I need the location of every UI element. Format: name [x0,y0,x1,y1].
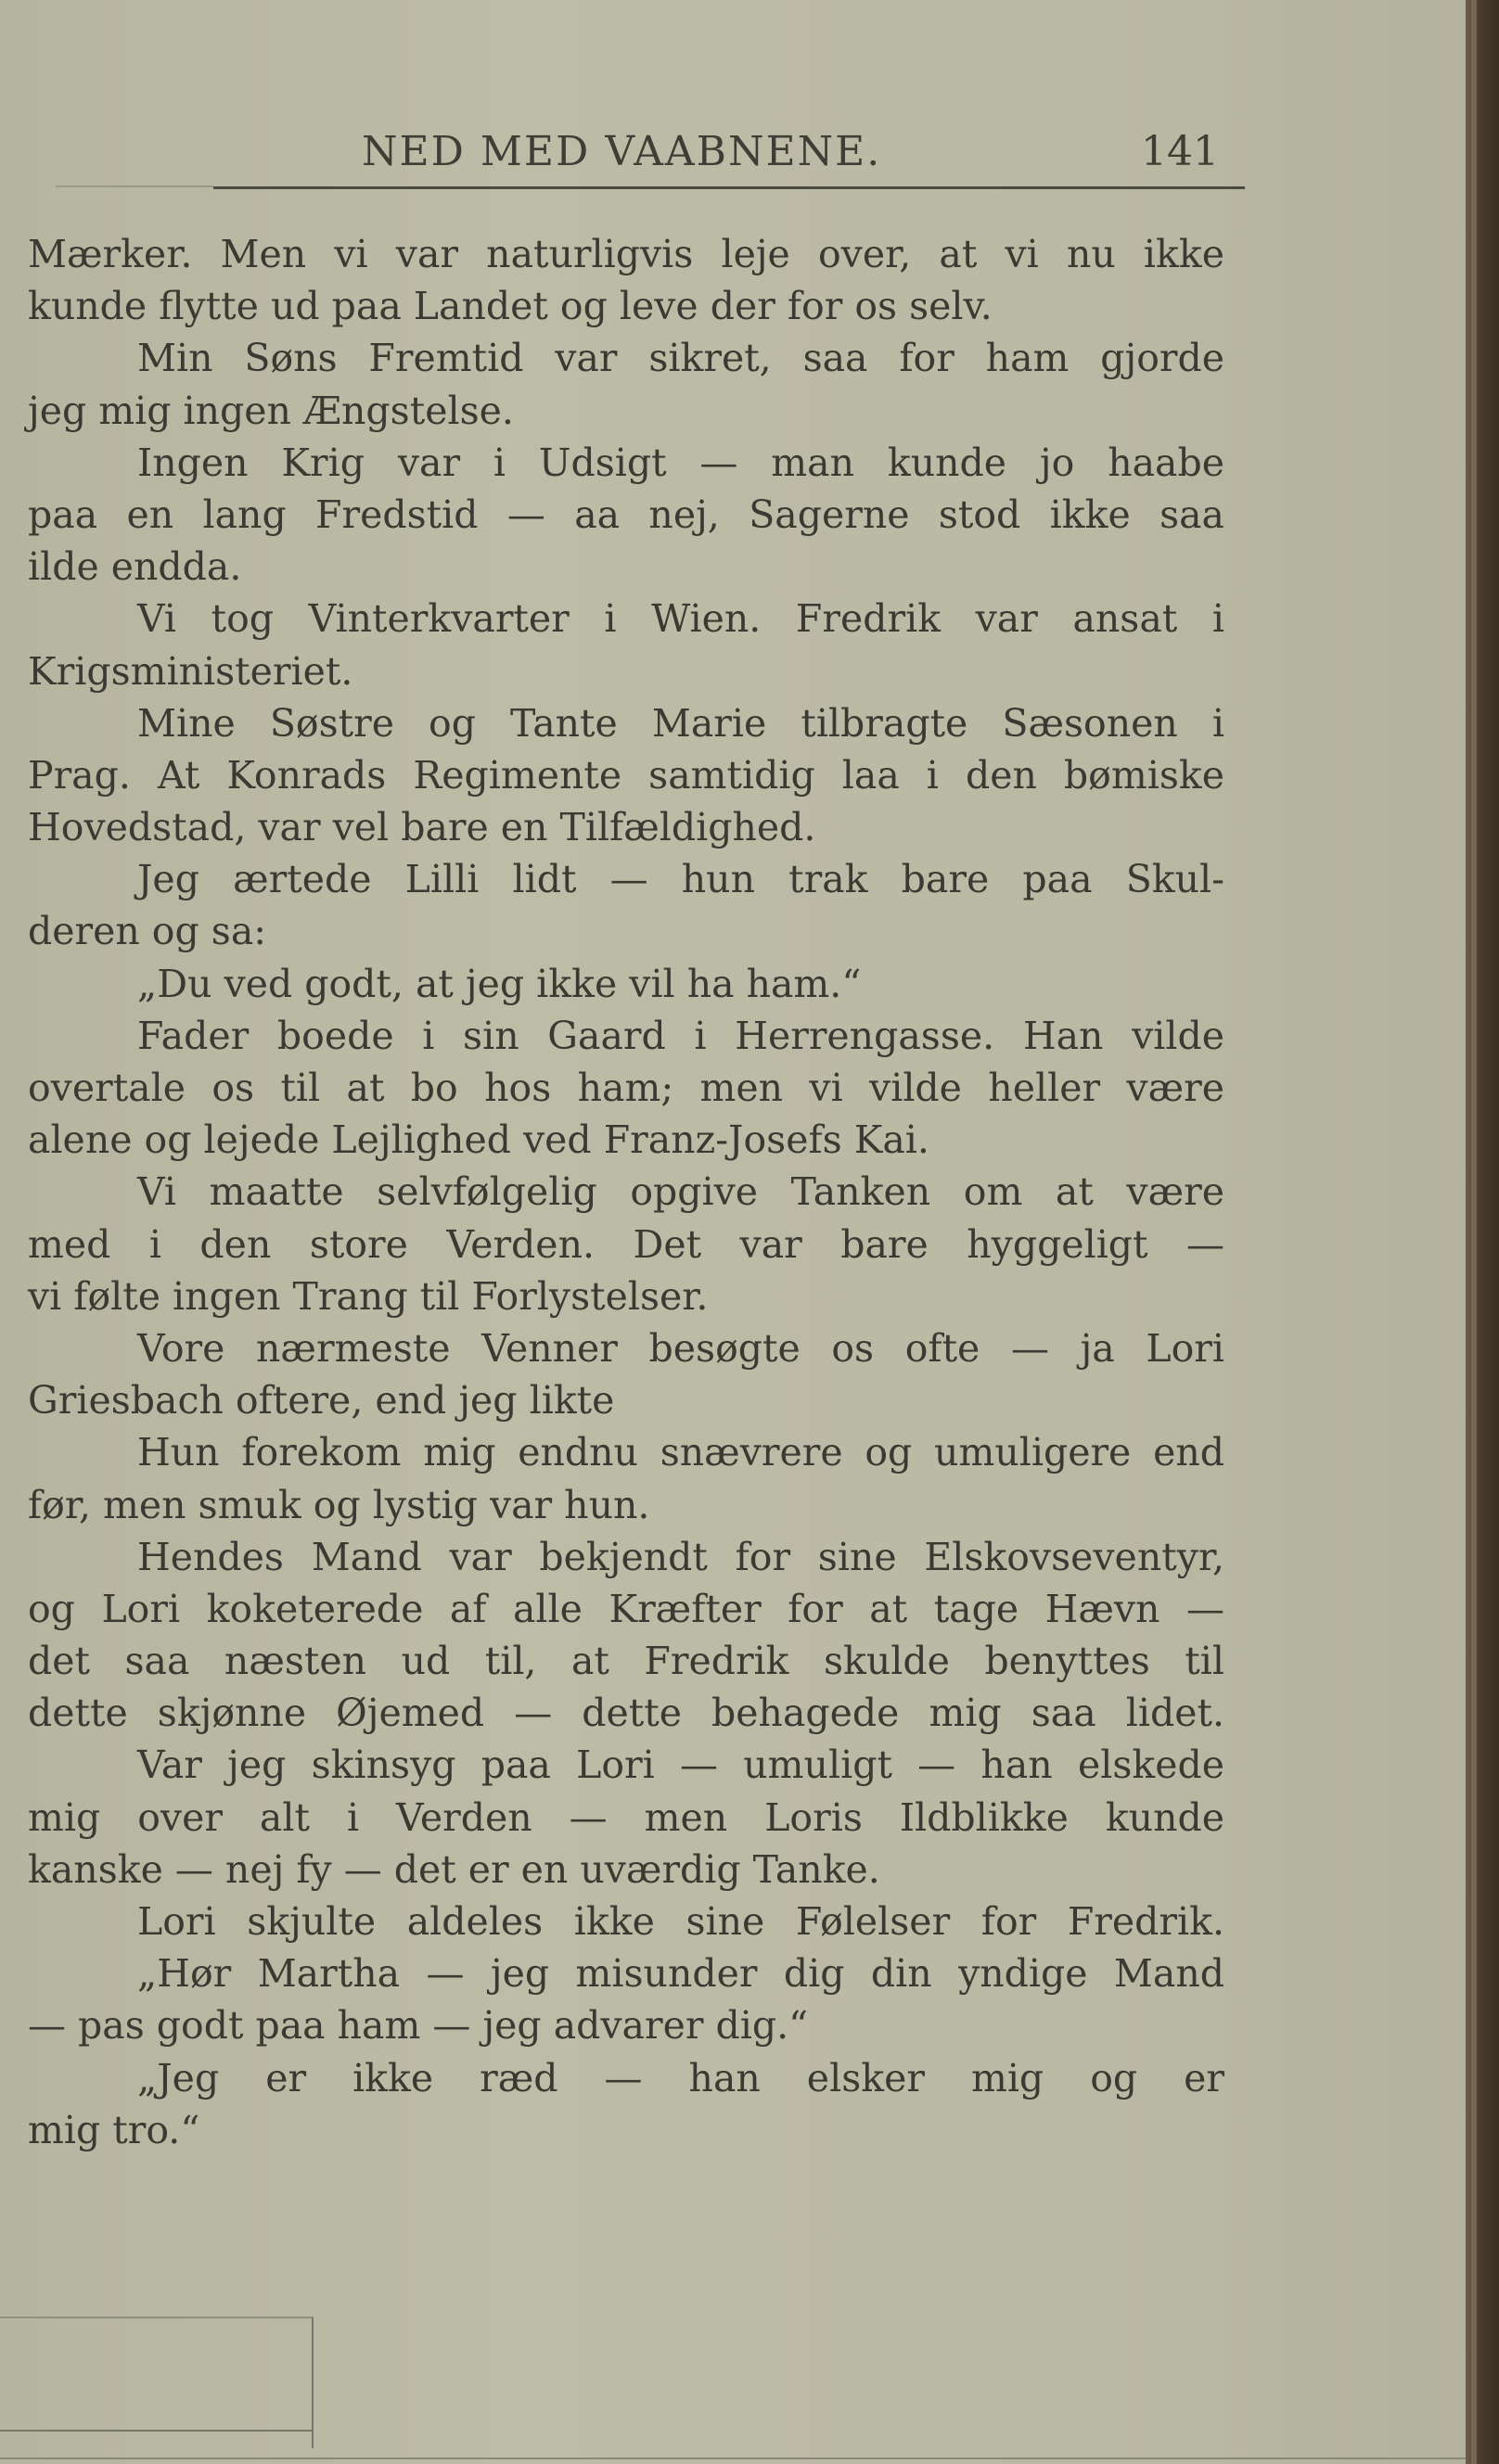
text-line: „Jeg er ikke ræd — han elsker mig og er [137,2055,1224,2100]
body-text [28,228,1224,2156]
text-line: „Hør Martha — jeg misunder dig din yndige Mand [137,1951,1224,1997]
text-line: Min Søns Fremtid var sikret, saa for ham gjorde [137,336,1224,381]
header-rule [213,186,1245,189]
text-line: Krigsministeriet. [28,648,353,694]
text-line: overtale os til at bo hos ham; men vi vilde heller være [28,1066,1224,1110]
scan-corner-mark [0,2317,314,2448]
text-line: før, men smuk og lystig var hun. [28,1482,650,1527]
text-line: Vore nærmeste Venner besøgte os ofte — ja Lori [137,1325,1224,1371]
text-line: Vi tog Vinterkvarter i Wien. Fredrik var ansat i [137,596,1224,642]
text-line: det saa næsten ud til, at Fredrik skulde benyttes til [28,1639,1224,1684]
text-line: ilde endda. [28,544,242,590]
text-line: jeg mig ingen Ængstelse. [28,388,514,433]
text-line: Mærker. Men vi var naturligvis leje over, at vi nu ikke [28,232,1224,276]
text-line: Hovedstad, var vel bare en Tilfældighed. [28,805,816,850]
text-line: Griesbach oftere, end jeg likte [28,1378,615,1424]
text-line: — pas godt paa ham — jeg advarer dig.“ [28,2003,809,2049]
text-line: Mine Søstre og Tante Marie tilbragte Sæsonen i [137,700,1224,746]
text-line: kanske — nej fy — det er en uværdig Tanke. [28,1846,880,1892]
text-line: Prag. At Konrads Regimente samtidig laa i den bømiske [28,752,1224,798]
text-line: Vi maatte selvfølgelig opgive Tanken om at være [137,1169,1224,1215]
text-line: dette skjønne Øjemed — dette behagede mig saa lidet. [28,1691,1224,1736]
text-line: Jeg ærtede Lilli lidt — hun trak bare paa Skul- [137,857,1224,902]
page-number: 141 [1141,128,1219,175]
text-line: paa en lang Fredstid — aa nej, Sagerne stod ikke saa [28,492,1224,537]
page-bottom-edge [0,2458,1473,2459]
text-line: Lori skjulte aldeles ikke sine Følelser for Fredrik. [137,1899,1224,1944]
book-spine [1466,0,1499,2464]
header-rule-faint [56,185,213,187]
text-line: kunde flytte ud paa Landet og leve der for os selv. [28,284,993,329]
page-header [28,119,1219,193]
text-line: med i den store Verden. Det var bare hyggeligt — [28,1221,1224,1267]
text-line: Hendes Mand var bekjendt for sine Elskovseventyr, [137,1534,1224,1579]
text-line: „Du ved godt, at jeg ikke vil ha ham.“ [137,961,862,1006]
text-line: Var jeg skinsyg paa Lori — umuligt — han elskede [137,1743,1224,1788]
text-line: og Lori koketerede af alle Kræfter for at tage Hævn — [28,1586,1224,1631]
text-line: alene og lejede Lejlighed ved Franz-Josefs Kai. [28,1117,929,1163]
text-line: vi følte ingen Trang til Forlystelser. [28,1273,709,1319]
text-line: mig tro.“ [28,2107,200,2152]
text-line: Hun forekom mig endnu snævrere og umuligere end [137,1430,1224,1475]
running-title: NED MED VAABNENE. [362,128,882,175]
text-line: Ingen Krig var i Udsigt — man kunde jo haabe [137,440,1224,485]
text-line: Fader boede i sin Gaard i Herrengasse. Han vilde [137,1013,1224,1058]
text-line: mig over alt i Verden — men Loris Ildblikke kunde [28,1794,1224,1840]
text-line: deren og sa: [28,909,267,954]
